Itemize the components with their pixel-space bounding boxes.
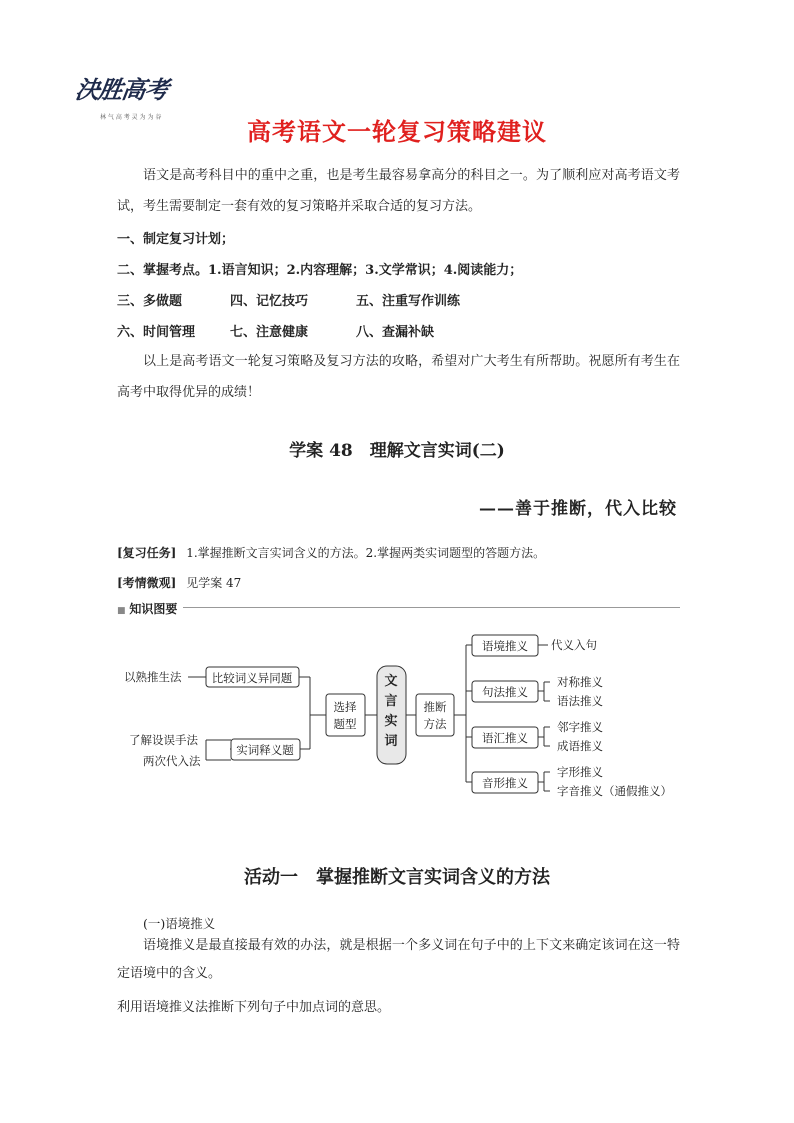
square-icon: ■	[117, 606, 126, 616]
leaf-familiar: 以熟推生法	[124, 670, 182, 684]
center-char-1: 文	[384, 674, 398, 689]
exam-overview-text: 见学案 47	[186, 576, 242, 590]
leaf-error-method: 了解设误手法	[129, 733, 198, 747]
leaf-glyph: 字形推义	[557, 765, 603, 779]
node-infer-2: 方法	[423, 717, 447, 731]
point-7: 七、注意健康	[230, 325, 309, 340]
page-title: 高考语文一轮复习策略建议	[247, 118, 547, 146]
review-task-label: [复习任务]	[117, 546, 177, 560]
leaf-idiom: 成语推义	[557, 739, 603, 753]
knowledge-map-label: 知识图要	[129, 602, 178, 616]
node-infer-1: 推断	[423, 700, 447, 714]
leaf-phonetic: 字音推义（通假推义）	[557, 784, 672, 798]
closing-paragraph: 以上是高考语文一轮复习策略及复习方法的攻略，希望对广大考生有所帮助。祝愿所有考生在高考中取得优异的成绩！	[117, 354, 680, 400]
leaf-substitute: 代义入句	[551, 638, 597, 652]
center-char-2: 言	[384, 694, 398, 709]
logo-brand: 決胜高考	[73, 75, 170, 104]
review-task	[117, 544, 545, 561]
activity-paragraph: 语境推义是最直接最有效的办法，就是根据一个多义词在句子中的上下文来确定该词在这一特定语境中的含义。	[117, 938, 680, 981]
leaf-grammar: 语法推义	[557, 694, 603, 708]
node-context: 语境推义	[482, 639, 528, 653]
logo-tagline: 林 气 高 考 灵 为 为 谷	[100, 114, 162, 121]
node-syntax: 句法推义	[482, 685, 528, 699]
point-1: 一、制定复习计划；	[117, 232, 235, 247]
node-select-2: 题型	[333, 717, 357, 731]
center-char-4: 词	[384, 734, 398, 749]
section-divider	[117, 607, 680, 608]
intro-paragraph: 语文是高考科目中的重中之重，也是考生最容易拿高分的科目之一。为了顺利应对高考语文考试，考生需要制定一套有效的复习策略并采取合适的复习方法。	[117, 168, 680, 214]
exam-overview-label: [考情微观]	[117, 576, 177, 590]
lesson-subtitle: ——善于推断，代入比较	[479, 499, 677, 519]
review-task-text: 1.掌握推断文言实词含义的方法。2.掌握两类实词题型的答题方法。	[186, 546, 546, 560]
node-compare: 比较词义异同题	[211, 671, 293, 685]
section-heading: (一)语境推义	[143, 916, 216, 931]
leaf-adjacent: 邻字推义	[557, 720, 603, 734]
node-sound: 音形推义	[482, 776, 528, 790]
node-explain: 实词释义题	[236, 743, 294, 757]
point-2: 二、掌握考点。1.语言知识；2.内容理解；3.文学常识；4.阅读能力；	[117, 263, 523, 278]
node-select-1: 选择	[333, 700, 357, 714]
exam-overview	[117, 574, 241, 591]
knowledge-mindmap	[110, 630, 690, 810]
point-3: 三、多做题	[117, 294, 183, 309]
center-char-3: 实	[384, 714, 398, 729]
node-lexicon: 语汇推义	[482, 731, 528, 745]
point-8: 八、查漏补缺	[356, 325, 435, 340]
leaf-symmetric: 对称推义	[557, 675, 603, 689]
lesson-title: 学案 48 理解文言实词(二)	[289, 441, 505, 461]
point-4: 四、记忆技巧	[230, 294, 309, 309]
point-6: 六、时间管理	[117, 325, 196, 340]
leaf-double-substitute: 两次代入法	[143, 754, 201, 768]
activity-title: 活动一 掌握推断文言实词含义的方法	[244, 867, 550, 888]
activity-instruction: 利用语境推义法推断下列句子中加点词的意思。	[117, 1000, 391, 1015]
point-5: 五、注重写作训练	[356, 294, 461, 309]
knowledge-map-header	[117, 600, 183, 617]
